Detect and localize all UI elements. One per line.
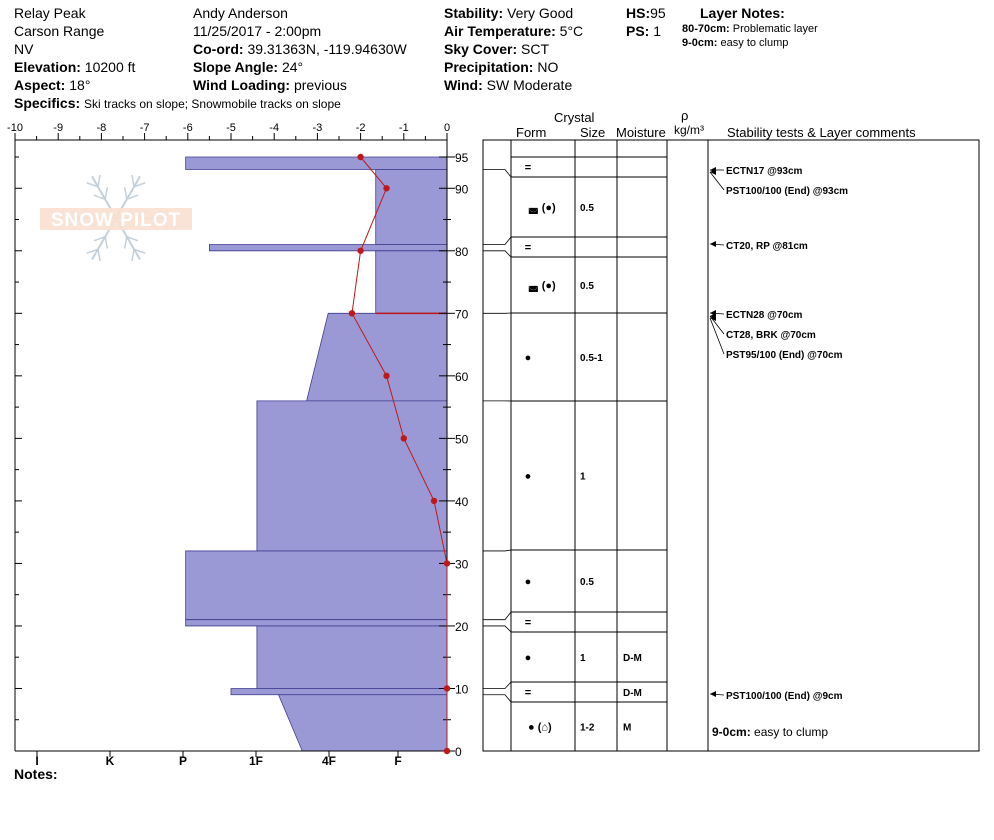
snowflake-branch bbox=[105, 187, 107, 199]
hardness-tick-label: 4F bbox=[321, 754, 337, 768]
layer-size: 0.5 bbox=[580, 281, 594, 292]
hardness-tick-label: K bbox=[105, 754, 115, 768]
sky-value: SCT bbox=[521, 41, 550, 57]
hardness-tick-label: I bbox=[35, 754, 39, 768]
hardness-bar bbox=[231, 688, 447, 694]
height-tick-label: 0 bbox=[455, 745, 462, 759]
temperature-point bbox=[349, 310, 355, 316]
height-tick-label: 90 bbox=[455, 182, 469, 197]
layer-form: ● bbox=[524, 652, 532, 664]
layer-note-text: easy to clump bbox=[720, 37, 789, 49]
hs-label: HS: bbox=[626, 5, 651, 21]
temp-tick-label: -4 bbox=[269, 122, 280, 134]
height-tick-label: 60 bbox=[455, 369, 469, 384]
layer-connector bbox=[483, 682, 511, 688]
temp-tick-label: -8 bbox=[96, 122, 107, 134]
layer-form: = bbox=[524, 242, 532, 254]
layer-table-frame bbox=[483, 140, 979, 751]
height-tick-label: 10 bbox=[455, 682, 469, 697]
temperature-point bbox=[444, 685, 450, 691]
wind-loading-label: Wind Loading: bbox=[193, 77, 291, 93]
stability-test-label: CT28, BRK @70cm bbox=[726, 330, 816, 341]
snowflake-branch bbox=[132, 175, 134, 187]
layer-notes-label: Layer Notes: bbox=[700, 5, 785, 21]
hardness-tick-label: 1F bbox=[248, 754, 264, 768]
layer-connector bbox=[483, 695, 511, 702]
temp-tick-label: -1 bbox=[398, 122, 409, 134]
stability-test-label: PST100/100 (End) @9cm bbox=[726, 691, 843, 702]
specifics-value: Ski tracks on slope; Snowmobile tracks on slope bbox=[84, 97, 341, 111]
temp-tick-label: -9 bbox=[53, 122, 64, 134]
observer-name: Andy Anderson bbox=[193, 5, 288, 21]
density-unit-header: kg/m³ bbox=[674, 123, 704, 137]
layer-connector bbox=[483, 237, 511, 245]
layer-connector bbox=[483, 550, 511, 551]
snowflake-branch bbox=[98, 249, 100, 261]
temp-tick-label: -3 bbox=[312, 122, 323, 134]
hardness-bar bbox=[257, 626, 447, 689]
rho-header: ρ bbox=[681, 108, 689, 123]
hardness-bar bbox=[186, 551, 447, 620]
ps-label: PS: bbox=[626, 23, 650, 39]
temp-tick-label: -2 bbox=[355, 122, 366, 134]
temperature-point bbox=[401, 435, 407, 441]
height-tick-label: 40 bbox=[455, 494, 469, 509]
temp-tick-label: -7 bbox=[139, 122, 150, 134]
stability-label: Stability: bbox=[444, 5, 504, 21]
height-tick-label: 80 bbox=[455, 244, 469, 259]
hardness-bar bbox=[257, 401, 447, 551]
layer-form: ● bbox=[524, 352, 532, 364]
hardness-bar bbox=[186, 157, 447, 170]
specifics-label: Specifics: bbox=[14, 95, 81, 111]
layer-note-range: 80-70cm: bbox=[682, 23, 730, 35]
coord-label: Co-ord: bbox=[193, 41, 244, 57]
layer-form: = bbox=[524, 687, 532, 699]
layer-moisture: M bbox=[623, 722, 632, 734]
snowflake-branch bbox=[105, 237, 107, 249]
snowflake-branch bbox=[132, 249, 134, 261]
temperature-point bbox=[444, 560, 450, 566]
hardness-tick-label: P bbox=[178, 754, 188, 768]
wind-loading-value: previous bbox=[293, 77, 347, 93]
notes-label: Notes: bbox=[14, 766, 58, 782]
hs-value: 95 bbox=[650, 5, 666, 21]
hardness-bar bbox=[209, 245, 447, 251]
form-header: Form bbox=[516, 125, 547, 140]
wind-label: Wind: bbox=[444, 77, 483, 93]
layer-form: ◛ (●) bbox=[528, 280, 556, 292]
stability-test-label: PST100/100 (End) @93cm bbox=[726, 186, 849, 197]
layer-note-text: Problematic layer bbox=[732, 23, 818, 35]
temp-tick-label: -6 bbox=[182, 122, 193, 134]
layer-connector bbox=[483, 251, 511, 257]
temperature-point bbox=[431, 498, 437, 504]
hardness-bar bbox=[376, 170, 447, 245]
stability-value: Very Good bbox=[507, 5, 574, 21]
layer-comment-range: 9-0cm: bbox=[712, 725, 755, 739]
layer-form: = bbox=[524, 162, 532, 174]
aspect-value: 18° bbox=[69, 77, 91, 93]
layer-form: = bbox=[524, 617, 532, 629]
layer-connector bbox=[483, 612, 511, 620]
hardness-bar bbox=[186, 620, 447, 626]
layer-size: 0.5 bbox=[580, 577, 594, 588]
stability-test-label: CT20, RP @81cm bbox=[726, 241, 808, 252]
temp-tick-label: -5 bbox=[226, 122, 236, 134]
temperature-point bbox=[357, 248, 363, 254]
hardness-bar bbox=[307, 313, 447, 401]
comments-header: Stability tests & Layer comments bbox=[727, 125, 916, 140]
layer-comment bbox=[712, 725, 828, 739]
height-tick-label: 95 bbox=[455, 151, 469, 165]
stability-test-pointer bbox=[710, 172, 724, 190]
stability-test-arrowhead bbox=[710, 691, 716, 697]
layer-connector bbox=[483, 170, 511, 177]
precip-label: Precipitation: bbox=[444, 59, 534, 75]
snowflake-branch bbox=[98, 175, 100, 187]
layer-note-range: 9-0cm: bbox=[682, 37, 718, 49]
datetime: 11/25/2017 - 2:00pm bbox=[193, 23, 322, 39]
elevation-label: Elevation: bbox=[14, 59, 81, 75]
stability-test-label: ECTN17 @93cm bbox=[726, 166, 803, 177]
moisture-header: Moisture bbox=[616, 125, 666, 140]
wind-value: SW Moderate bbox=[486, 77, 573, 93]
range-name: Carson Range bbox=[14, 23, 105, 39]
snowflake-branch bbox=[125, 187, 127, 199]
height-tick-label: 50 bbox=[455, 432, 469, 447]
precip-value: NO bbox=[537, 59, 559, 75]
temp-tick-label: 0 bbox=[443, 122, 451, 134]
temperature-point bbox=[444, 748, 450, 754]
hardness-bar bbox=[376, 251, 447, 314]
coord-value: 39.31363N, -119.94630W bbox=[247, 41, 407, 57]
ps-value: 1 bbox=[653, 23, 662, 39]
snowflake-branch bbox=[125, 237, 127, 249]
layer-moisture: D-M bbox=[623, 653, 642, 664]
site-name: Relay Peak bbox=[14, 5, 86, 21]
size-header: Size bbox=[580, 125, 606, 140]
stability-test-pointer bbox=[710, 318, 724, 354]
temperature-point bbox=[357, 154, 363, 160]
layer-size: 1-2 bbox=[580, 722, 595, 734]
layer-connector bbox=[483, 626, 511, 632]
sky-label: Sky Cover: bbox=[444, 41, 518, 57]
aspect-label: Aspect: bbox=[14, 77, 66, 93]
temperature-point bbox=[383, 185, 389, 191]
snowpilot-logo bbox=[40, 175, 192, 261]
hardness-tick-label: F bbox=[394, 754, 402, 768]
logo-text: SNOW PILOT bbox=[50, 210, 182, 231]
elevation-value: 10200 ft bbox=[84, 59, 136, 75]
layer-moisture: D-M bbox=[623, 688, 642, 699]
hardness-bar bbox=[279, 695, 447, 751]
layer-size: 1 bbox=[580, 471, 586, 483]
layer-comment-text: easy to clump bbox=[754, 725, 829, 739]
layer-form: ● bbox=[524, 470, 532, 483]
temp-tick-label: -10 bbox=[7, 122, 23, 134]
height-tick-label: 30 bbox=[455, 557, 469, 572]
layer-size: 0.5 bbox=[580, 203, 594, 214]
air-temp-label: Air Temperature: bbox=[444, 23, 556, 39]
stability-test-label: ECTN28 @70cm bbox=[726, 310, 803, 321]
layer-size: 1 bbox=[580, 653, 586, 664]
layer-form: ● bbox=[524, 576, 532, 588]
stability-test-label: PST95/100 (End) @70cm bbox=[726, 350, 843, 361]
stability-test-arrowhead bbox=[710, 241, 716, 247]
temperature-point bbox=[383, 373, 389, 379]
height-tick-label: 20 bbox=[455, 619, 469, 634]
layer-form: ◛ (●) bbox=[528, 202, 556, 214]
state-name: NV bbox=[14, 41, 34, 57]
air-temp-value: 5°C bbox=[559, 23, 584, 39]
crystal-header: Crystal bbox=[554, 110, 595, 125]
slope-value: 24° bbox=[281, 59, 304, 75]
height-tick-label: 70 bbox=[455, 307, 469, 322]
layer-form: ● (⌂) bbox=[528, 721, 552, 734]
slope-label: Slope Angle: bbox=[193, 59, 279, 75]
layer-size: 0.5-1 bbox=[580, 353, 603, 364]
